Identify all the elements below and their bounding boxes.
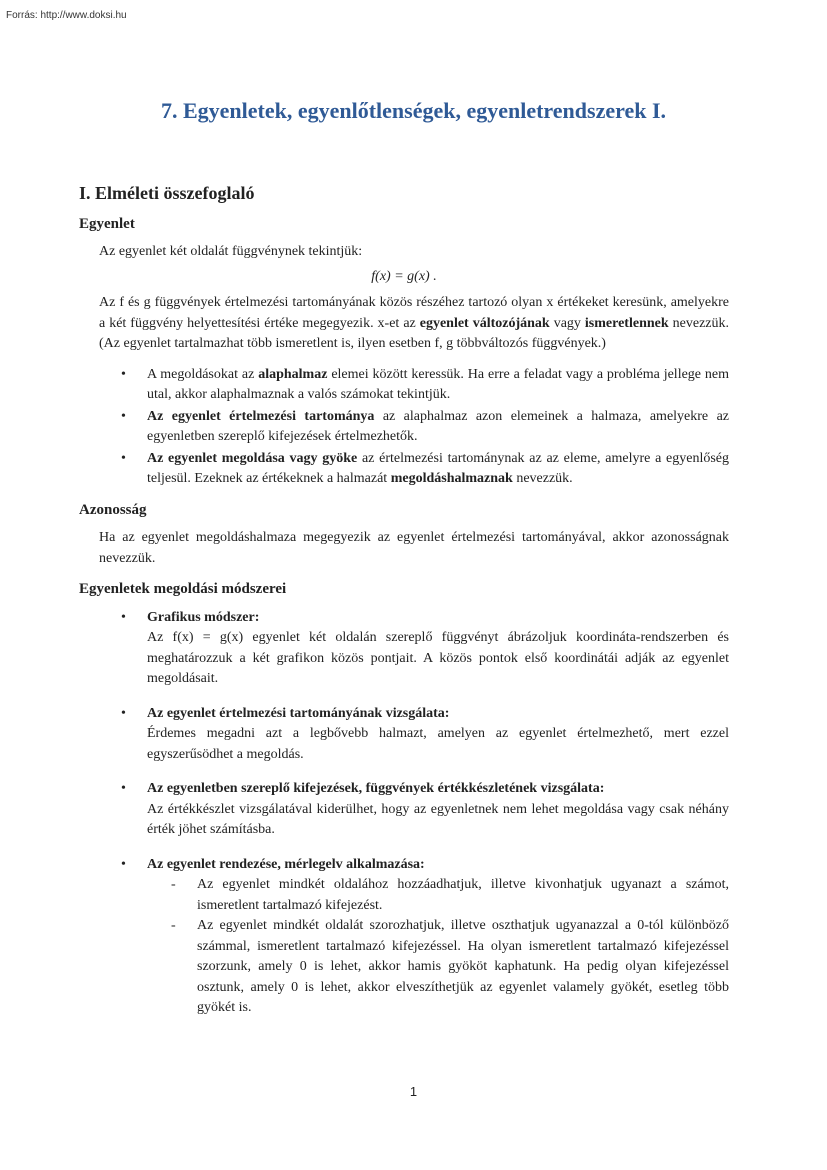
- list-item: • Az egyenletben szereplő kifejezések, függvények értékkészletének vizsgálata: Az értékkészlet vizsgálatával kiderülhet, hogy az egyenletnek nem lehet megoldása vagy csak néhány érték jöhet számításba.: [99, 779, 729, 841]
- sub-list-item: - Az egyenlet mindkét oldalát szorozhatjuk, illetve oszthatjuk ugyanazzal a 0-tól különböző számmal, ismeretlent tartalmazó kifejezéssel. Ha olyan ismeretlent tartalmazó kifejezéssel szorzunk, amely 0 is lehet, akkor hamis gyököt kaphatunk. Ha pedig olyan kifejezéssel osztunk, amely 0 is lehet, akkor elveszíthetjük az egyenlet valamely gyökét, esetleg több gyökét is.: [147, 916, 729, 1019]
- egyenlet-bullets: [99, 365, 729, 490]
- page-number: 1: [409, 1084, 418, 1099]
- source-label: Forrás: http://www.doksi.hu: [6, 10, 127, 21]
- egyenlet-intro: Az egyenlet két oldalát függvénynek tekintjük:: [99, 244, 363, 259]
- list-item: • Az egyenlet megoldása vagy gyöke az értelmezési tartománynak az az eleme, amelyre a egyenlőség teljesül. Ezeknek az értékeknek a halmazát megoldáshalmaznak nevezzük.: [99, 449, 729, 490]
- section-heading: I. Elméleti összefoglaló: [79, 183, 255, 203]
- list-item: • Az egyenlet rendezése, mérlegelv alkalmazása: - Az egyenlet mindkét oldalához hozzáadhatjuk, illetve kivonhatjuk ugyanazt a számot, ismeretlent tartalmazó kifejezést. - Az egyenlet mindkét oldalát szorozhatjuk, illetve oszthatjuk ugyanazzal a 0-tól különböző számmal, ismeretlent tartalmazó kifejezéssel. Ha olyan ismeretlent tartalmazó kifejezéssel szorzunk, amely 0 is lehet, akkor hamis gyököt kaphatunk. Ha pedig olyan kifejezéssel osztunk, amely 0 is lehet, akkor elveszíthetjük az egyenlet valamely gyökét, esetleg több gyökét is.: [99, 855, 729, 1019]
- list-item: • Grafikus módszer: Az f(x) = g(x) egyenlet két oldalán szereplő függvényt ábrázoljuk koordináta-rendszerben és meghatározzuk a két grafikon közös pontjait. A közös pontok első koordinátái adják az egyenlet megoldásait.: [99, 608, 729, 690]
- sub-list: [147, 875, 729, 1019]
- egyenlet-heading: Egyenlet: [79, 215, 135, 232]
- methods-list: [99, 608, 729, 1019]
- document-body: [79, 183, 729, 1033]
- azonossag-text: Ha az egyenlet megoldáshalmaza megegyezik az egyenlet értelmezési tartományával, akkor azonosságnak nevezzük.: [99, 530, 729, 566]
- list-item: • Az egyenlet értelmezési tartománya az alaphalmaz azon elemeinek a halmaza, amelyekre az egyenletben szereplő kifejezések értelmezhetők.: [99, 407, 729, 448]
- formula: f(x) = g(x) .: [371, 268, 437, 284]
- list-item: • Az egyenlet értelmezési tartományának vizsgálata: Érdemes megadni azt a legbővebb halmazt, amelyen az egyenlet értelmezhető, mert ezzel egyszerűsödhet a megoldás.: [99, 704, 729, 766]
- methods-heading: Egyenletek megoldási módszerei: [79, 581, 287, 597]
- sub-list-item: - Az egyenlet mindkét oldalához hozzáadhatjuk, illetve kivonhatjuk ugyanazt a számot, ismeretlent tartalmazó kifejezést.: [147, 875, 729, 916]
- list-item: • A megoldásokat az alaphalmaz elemei között keressük. Ha erre a feladat vagy a probléma jellege nem utal, akkor alaphalmaznak a valós számokat tekintjük.: [99, 365, 729, 406]
- egyenlet-definition: Az f és g függvények értelmezési tartományának közös részéhez tartozó olyan x értékeket keresünk, amelyekre a két függvény helyettesítési értéke megegyezik. x-et az egyenlet változójának vagy ismeretlennek nevezzük. (Az egyenlet tartalmazhat több ismeretlent is, ilyen esetben f, g többváltozós függvények.): [99, 295, 730, 351]
- page-title: 7. Egyenletek, egyenlőtlenségek, egyenletrendszerek I.: [160, 98, 667, 123]
- azonossag-heading: Azonosság: [79, 501, 147, 518]
